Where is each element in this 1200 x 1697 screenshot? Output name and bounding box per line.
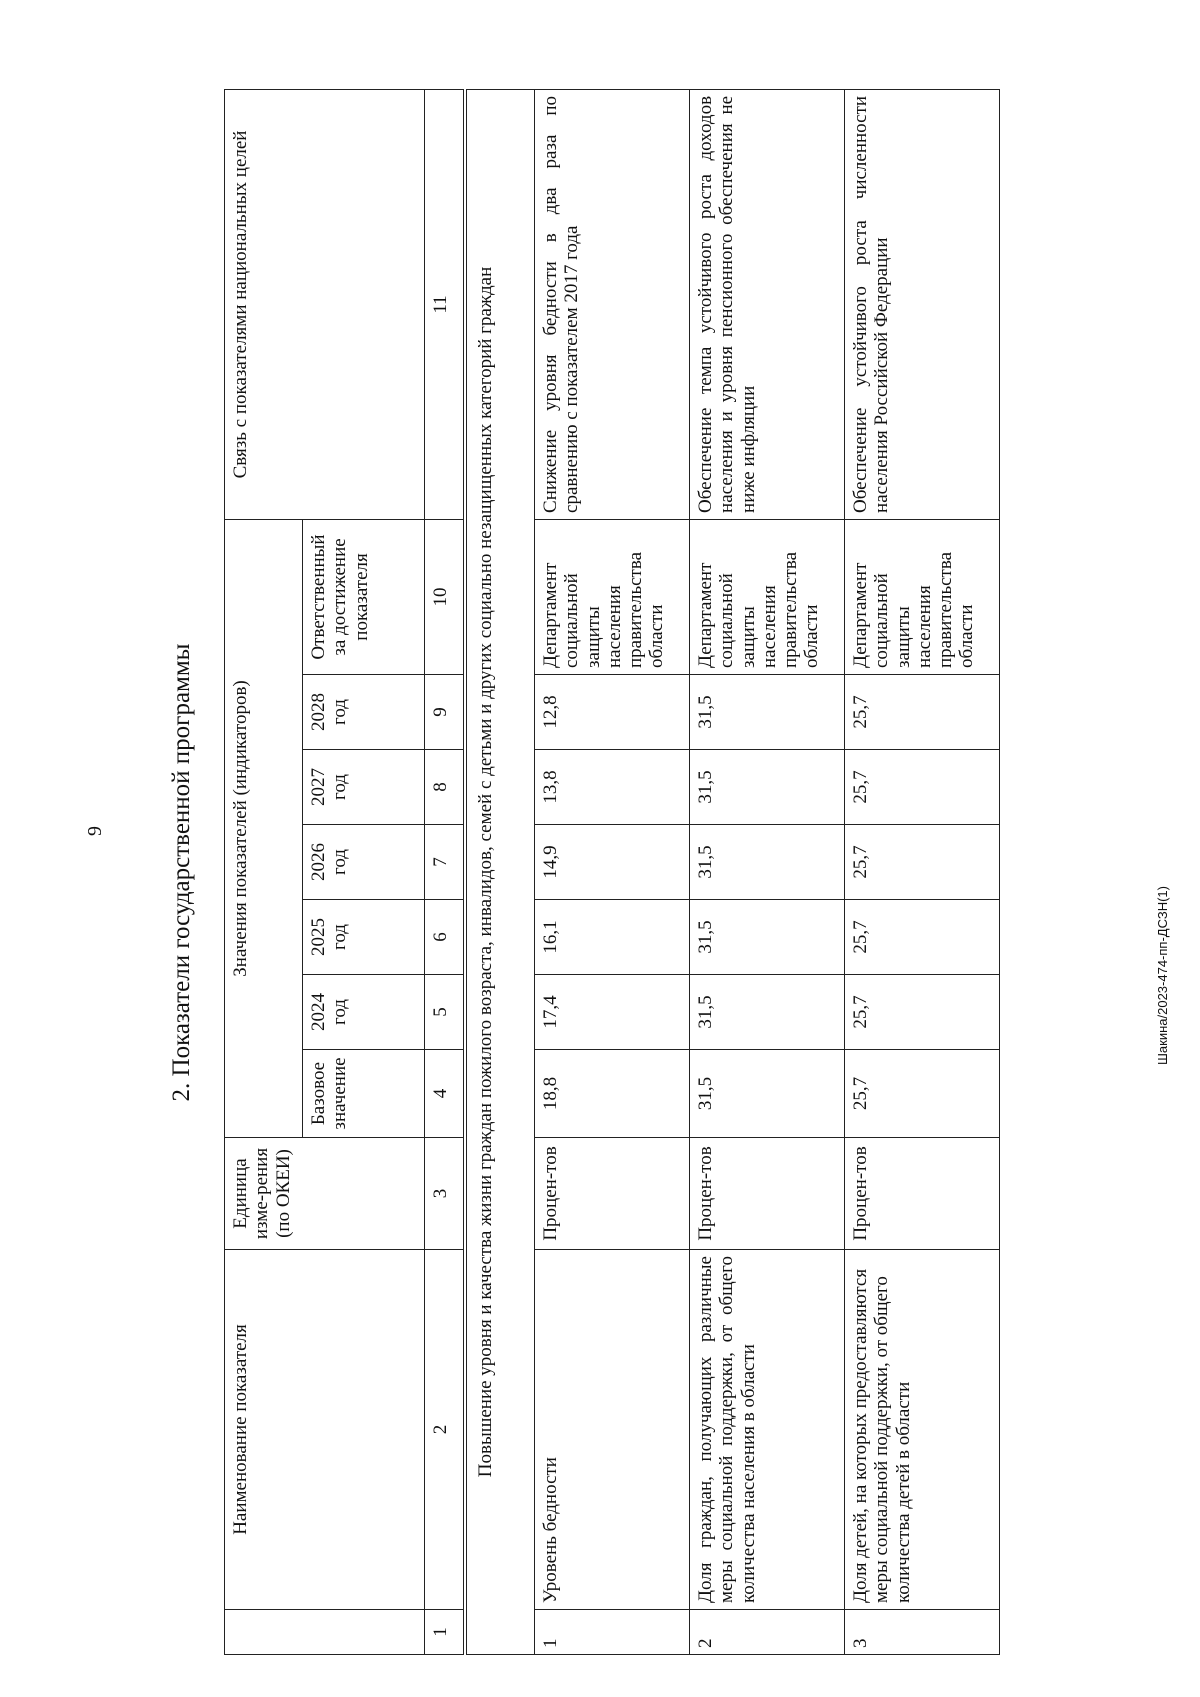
row-base: 25,7 xyxy=(845,1050,1000,1138)
header-name: Наименование показателя xyxy=(225,1250,425,1610)
column-number: 8 xyxy=(425,750,465,825)
row-name: Доля граждан, получающих различные меры социальной поддержки, от общего количества населения в области xyxy=(690,1250,845,1610)
column-number: 10 xyxy=(425,519,465,674)
row-2026: 31,5 xyxy=(690,825,845,900)
header-2024: 2024 год xyxy=(303,975,425,1050)
row-base: 31,5 xyxy=(690,1050,845,1138)
header-2027: 2027 год xyxy=(303,750,425,825)
row-name: Уровень бедности xyxy=(535,1250,690,1610)
row-2027: 25,7 xyxy=(845,750,1000,825)
row-unit: Процен-тов xyxy=(535,1138,690,1250)
row-2025: 31,5 xyxy=(690,900,845,975)
table-row xyxy=(535,89,690,1654)
rotated-page-content xyxy=(160,90,1090,1655)
row-2025: 16,1 xyxy=(535,900,690,975)
row-responsible: Департамент социальной защиты населения правительства области xyxy=(845,519,1000,674)
row-2028: 25,7 xyxy=(845,675,1000,750)
column-number: 5 xyxy=(425,975,465,1050)
row-2024: 31,5 xyxy=(690,975,845,1050)
document-reference: Шакина/2023-474-пп-ДСЗН(1) xyxy=(1155,886,1170,1065)
section-row xyxy=(465,89,535,1654)
table-row xyxy=(845,89,1000,1654)
row-link: Обеспечение темпа устойчивого роста доходов населения и уровня пенсионного обеспечения не ниже инфляции xyxy=(690,89,845,519)
header-values-group: Значения показателей (индикаторов) xyxy=(225,519,303,1137)
row-2028: 12,8 xyxy=(535,675,690,750)
row-link: Обеспечение устойчивого роста численности населения Российской Федерации xyxy=(845,89,1000,519)
row-2026: 25,7 xyxy=(845,825,1000,900)
header-num xyxy=(225,1610,425,1655)
row-responsible: Департамент социальной защиты населения правительства области xyxy=(690,519,845,674)
page-number: 9 xyxy=(84,826,106,836)
row-2028: 31,5 xyxy=(690,675,845,750)
column-number: 2 xyxy=(425,1250,465,1610)
row-2026: 14,9 xyxy=(535,825,690,900)
row-2025: 25,7 xyxy=(845,900,1000,975)
row-2027: 13,8 xyxy=(535,750,690,825)
row-num: 2 xyxy=(690,1610,845,1655)
row-unit: Процен-тов xyxy=(845,1138,1000,1250)
row-num: 3 xyxy=(845,1610,1000,1655)
header-row-1 xyxy=(225,89,303,1654)
column-number: 11 xyxy=(425,89,465,519)
column-number: 4 xyxy=(425,1050,465,1138)
column-number: 1 xyxy=(425,1610,465,1655)
header-base: Базовое значение xyxy=(303,1050,425,1138)
row-2027: 31,5 xyxy=(690,750,845,825)
row-2024: 25,7 xyxy=(845,975,1000,1050)
row-unit: Процен-тов xyxy=(690,1138,845,1250)
header-2026: 2026 год xyxy=(303,825,425,900)
column-number: 3 xyxy=(425,1138,465,1250)
row-num: 1 xyxy=(535,1610,690,1655)
header-link: Связь с показателями национальных целей xyxy=(225,89,425,519)
row-base: 18,8 xyxy=(535,1050,690,1138)
table-row xyxy=(690,89,845,1654)
indicators-table xyxy=(224,89,1000,1655)
header-responsible: Ответственный за достижение показателя xyxy=(303,519,425,674)
column-number: 9 xyxy=(425,675,465,750)
section-title: Повышение уровня и качества жизни граждан пожилого возраста, инвалидов, семей с детьми и других социально незащищенных категорий граждан xyxy=(465,89,535,1654)
header-2025: 2025 год xyxy=(303,900,425,975)
column-number: 6 xyxy=(425,900,465,975)
header-2028: 2028 год xyxy=(303,675,425,750)
row-name: Доля детей, на которых предоставляются меры социальной поддержки, от общего количества детей в области xyxy=(845,1250,1000,1610)
header-unit: Единица изме-рения (по ОКЕИ) xyxy=(225,1138,425,1250)
document-title: 2. Показатели государственной программы xyxy=(168,643,195,1102)
column-numbers-row xyxy=(425,89,465,1654)
row-link: Снижение уровня бедности в два раза по сравнению с показателем 2017 года xyxy=(535,89,690,519)
row-responsible: Департамент социальной защиты населения правительства области xyxy=(535,519,690,674)
column-number: 7 xyxy=(425,825,465,900)
row-2024: 17,4 xyxy=(535,975,690,1050)
